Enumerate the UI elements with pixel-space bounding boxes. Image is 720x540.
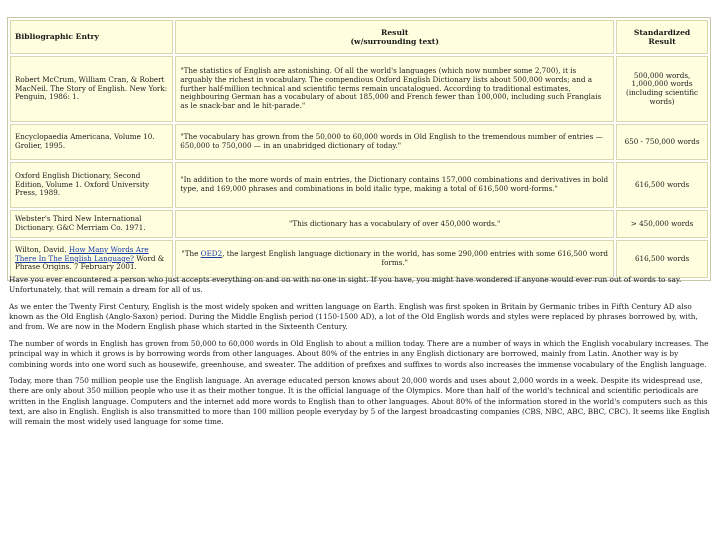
document-sheet (7, 17, 713, 447)
bibliography-table (7, 17, 711, 281)
entry-title-link[interactable]: How Many Words Are There In The English Language? (15, 245, 149, 263)
result-prefix: "The (181, 249, 199, 259)
entry-cell: Oxford English Dictionary, Second Edition, Volume 1. Oxford University Press, 1989. (10, 162, 173, 208)
paragraph: Have you ever encountered a person who just accepts everything on and on with no one in sight. If you have, you might have wondered if anyone would ever run out of words to say. Unfortunately, that will remain a dream for all of us. (9, 275, 682, 295)
entry-source: Word & Phrase Origins. 7 February 2001. (15, 253, 165, 272)
header-standardized: Standardized Result (616, 20, 708, 54)
paragraph: As we enter the Twenty First Century, English is the most widely spoken and written language on Earth. English was first spoken in Britain by Germanic tribes in Fifth Century AD also known as the Old English (Anglo-Saxon) period. During the Middle English period (1150-1500 AD), a lot of the Old English words and styles were replaced by phrases borrowed by, with, and from. We are now in the Modern English phase which started in the Sixteenth Century. (9, 301, 698, 332)
header-entry: Bibliographic Entry (10, 20, 173, 54)
entry-cell (10, 240, 173, 278)
table-row (10, 210, 708, 238)
table-header-row (10, 20, 708, 54)
table-row (10, 162, 708, 208)
oed2-link[interactable]: OED2 (200, 249, 223, 259)
body-text (9, 275, 711, 434)
standardized-cell: 616,500 words (616, 240, 708, 278)
standardized-cell: 650 - 750,000 words (616, 124, 708, 160)
entry-cell: Encyclopaedia Americana, Volume 10. Grolier, 1995. (10, 124, 173, 160)
header-result-sub: (w/surrounding text) (350, 37, 439, 46)
result-cell (175, 240, 614, 278)
standardized-cell: 500,000 words, 1,000,000 words (including scientific words) (616, 56, 708, 122)
entry-cell: Robert McCrum, William Cran, & Robert MacNeil. The Story of English. New York: Penguin, 1986: 1. (10, 56, 173, 122)
paragraph: The number of words in English has grown from 50,000 to 60,000 words in Old English to about a million today. There are a number of ways in which the English vocabulary increases. The principal way in which it grows is by borrowing words from other languages. About 80% of the entries in any English dictionary are borrowed, mainly from Latin. Another way is by combining words into one word such as housewife, greenhouse, and sweater. The addition of prefixes and suffixes to words also increases the immense vocabulary of the English language. (9, 338, 709, 369)
table-row (10, 240, 708, 278)
paragraph: Today, more than 750 million people use the English language. An average educated person knows about 20,000 words and uses about 2,000 words in a week. Despite its widespread use, there are only about 350 million people who use it as their mother tongue. It is the official language of the Olympics. More than half of the world's technical and scientific periodicals are written in the English language. Computers and the internet add more words to English than to other languages. About 80% of the information stored in the world's computers such as this text, are also in English. English is also transmitted to more than 100 million people everyday by 5 of the largest broadcasting companies (CBS, NBC, ABC, BBC, CBC). It seems like English will remain the most widely used language for some time. (9, 375, 710, 427)
result-cell: "In addition to the more words of main entries, the Dictionary contains 157,000 combinations and derivatives in bold type, and 169,000 phrases and combinations in bold italic type, making a total of 616,500 word-forms." (175, 162, 614, 208)
standardized-cell: 616,500 words (616, 162, 708, 208)
result-cell: "The statistics of English are astonishing. Of all the world's languages (which now number some 2,700), it is arguably the richest in vocabulary. The compendious Oxford English Dictionary lists about 500,000 words; and a further half-million technical and scientific terms remain uncatalogued. According to traditional estimates, neighbouring German has a vocabulary of about 185,000 and French fewer than 100,000, including such Franglais as le snack-bar and le hit-parade." (175, 56, 614, 122)
result-suffix: , the largest English language dictionary in the world, has some 290,000 entries with some 616,500 word forms." (222, 249, 608, 267)
header-result (175, 20, 614, 54)
header-result-title: Result (381, 27, 409, 37)
table-row (10, 124, 708, 160)
standardized-cell: > 450,000 words (616, 210, 708, 238)
entry-author: Wilton, David. (15, 245, 67, 255)
entry-cell: Webster's Third New International Dictionary. G&C Merriam Co. 1971. (10, 210, 173, 238)
result-cell: "This dictionary has a vocabulary of over 450,000 words." (175, 210, 614, 238)
result-cell: "The vocabulary has grown from the 50,000 to 60,000 words in Old English to the tremendous number of entries — 650,000 to 750,000 — in an unabridged dictionary of today." (175, 124, 614, 160)
table-row (10, 56, 708, 122)
